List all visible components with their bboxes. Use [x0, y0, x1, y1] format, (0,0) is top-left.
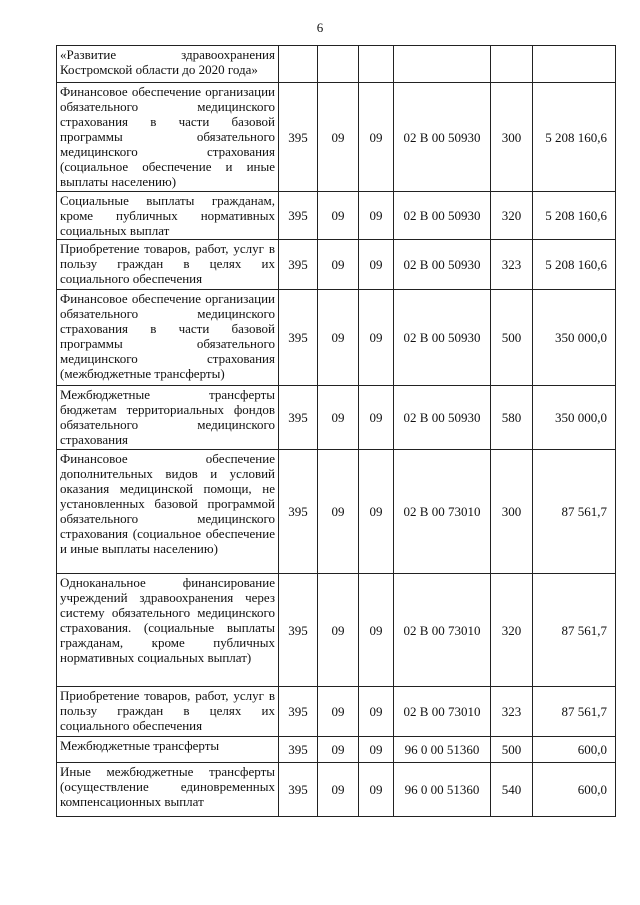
target-article-code: [394, 46, 491, 83]
ministry-code: 395: [279, 386, 318, 450]
subsection-code: 09: [359, 386, 394, 450]
ministry-code: 395: [279, 450, 318, 574]
target-article-code: 02 В 00 73010: [394, 450, 491, 574]
amount: 87 561,7: [533, 687, 616, 737]
row-name: Приобретение товаров, работ, услуг в пользу граждан в целях их социального обеспечения: [57, 687, 279, 737]
row-name: Одноканальное финансирование учреждений здравоохранения через систему обязательного медицинского страхования. (социальные выплаты гражданам, кроме публичных нормативных социальных выплат): [57, 574, 279, 687]
subsection-code: 09: [359, 240, 394, 290]
expense-type-code: 300: [491, 83, 533, 192]
amount: 350 000,0: [533, 386, 616, 450]
table-row: [57, 240, 616, 290]
section-code: 09: [318, 737, 359, 763]
subsection-code: 09: [359, 737, 394, 763]
row-name: Иные межбюджетные трансферты (осуществление единовременных компенсационных выплат: [57, 763, 279, 817]
subsection-code: 09: [359, 687, 394, 737]
subsection-code: [359, 46, 394, 83]
target-article-code: 96 0 00 51360: [394, 737, 491, 763]
ministry-code: 395: [279, 574, 318, 687]
section-code: 09: [318, 574, 359, 687]
expense-type-code: 500: [491, 737, 533, 763]
table-row: [57, 290, 616, 386]
ministry-code: 395: [279, 687, 318, 737]
table-row: [57, 83, 616, 192]
row-name: Финансовое обеспечение дополнительных видов и условий оказания медицинской помощи, не установленных базовой программой обязательного медицинского страхования (социальное обеспечение и иные выплаты населению): [57, 450, 279, 574]
amount: 87 561,7: [533, 574, 616, 687]
budget-table: [56, 45, 616, 817]
target-article-code: 02 В 00 73010: [394, 687, 491, 737]
amount: 600,0: [533, 763, 616, 817]
table-row: [57, 192, 616, 240]
subsection-code: 09: [359, 83, 394, 192]
expense-type-code: 320: [491, 574, 533, 687]
table-row: [57, 46, 616, 83]
amount: 5 208 160,6: [533, 192, 616, 240]
section-code: 09: [318, 290, 359, 386]
section-code: 09: [318, 687, 359, 737]
target-article-code: 96 0 00 51360: [394, 763, 491, 817]
row-name: Финансовое обеспечение организации обязательного медицинского страхования в части базовой программы обязательного медицинского страхования (межбюджетные трансферты): [57, 290, 279, 386]
ministry-code: 395: [279, 290, 318, 386]
section-code: 09: [318, 240, 359, 290]
ministry-code: [279, 46, 318, 83]
table-row: [57, 386, 616, 450]
target-article-code: 02 В 00 50930: [394, 83, 491, 192]
expense-type-code: 323: [491, 687, 533, 737]
subsection-code: 09: [359, 763, 394, 817]
amount: 600,0: [533, 737, 616, 763]
amount: 87 561,7: [533, 450, 616, 574]
row-name: Межбюджетные трансферты бюджетам территориальных фондов обязательного медицинского страхования: [57, 386, 279, 450]
section-code: 09: [318, 450, 359, 574]
amount: 5 208 160,6: [533, 240, 616, 290]
target-article-code: 02 В 00 50930: [394, 386, 491, 450]
subsection-code: 09: [359, 574, 394, 687]
expense-type-code: 580: [491, 386, 533, 450]
table-row: [57, 737, 616, 763]
expense-type-code: 300: [491, 450, 533, 574]
amount: 5 208 160,6: [533, 83, 616, 192]
expense-type-code: 320: [491, 192, 533, 240]
section-code: 09: [318, 192, 359, 240]
row-name: Межбюджетные трансферты: [57, 737, 279, 763]
ministry-code: 395: [279, 763, 318, 817]
target-article-code: 02 В 00 50930: [394, 240, 491, 290]
ministry-code: 395: [279, 192, 318, 240]
row-name: Социальные выплаты гражданам, кроме публичных нормативных социальных выплат: [57, 192, 279, 240]
expense-type-code: 323: [491, 240, 533, 290]
section-code: 09: [318, 386, 359, 450]
page-number: 6: [316, 20, 324, 35]
section-code: [318, 46, 359, 83]
target-article-code: 02 В 00 50930: [394, 192, 491, 240]
amount: 350 000,0: [533, 290, 616, 386]
subsection-code: 09: [359, 290, 394, 386]
row-name: Приобретение товаров, работ, услуг в пользу граждан в целях их социального обеспечения: [57, 240, 279, 290]
expense-type-code: 500: [491, 290, 533, 386]
section-code: 09: [318, 763, 359, 817]
table-row: [57, 687, 616, 737]
target-article-code: 02 В 00 73010: [394, 574, 491, 687]
expense-type-code: [491, 46, 533, 83]
table-row: [57, 450, 616, 574]
subsection-code: 09: [359, 192, 394, 240]
row-name: Финансовое обеспечение организации обязательного медицинского страхования в части базовой программы обязательного медицинского страхования (социальное обеспечение и иные выплаты населению): [57, 83, 279, 192]
ministry-code: 395: [279, 240, 318, 290]
row-name: «Развитие здравоохранения Костромской области до 2020 года»: [57, 46, 279, 83]
expense-type-code: 540: [491, 763, 533, 817]
section-code: 09: [318, 83, 359, 192]
ministry-code: 395: [279, 737, 318, 763]
subsection-code: 09: [359, 450, 394, 574]
amount: [533, 46, 616, 83]
table-row: [57, 763, 616, 817]
target-article-code: 02 В 00 50930: [394, 290, 491, 386]
ministry-code: 395: [279, 83, 318, 192]
table-row: [57, 574, 616, 687]
